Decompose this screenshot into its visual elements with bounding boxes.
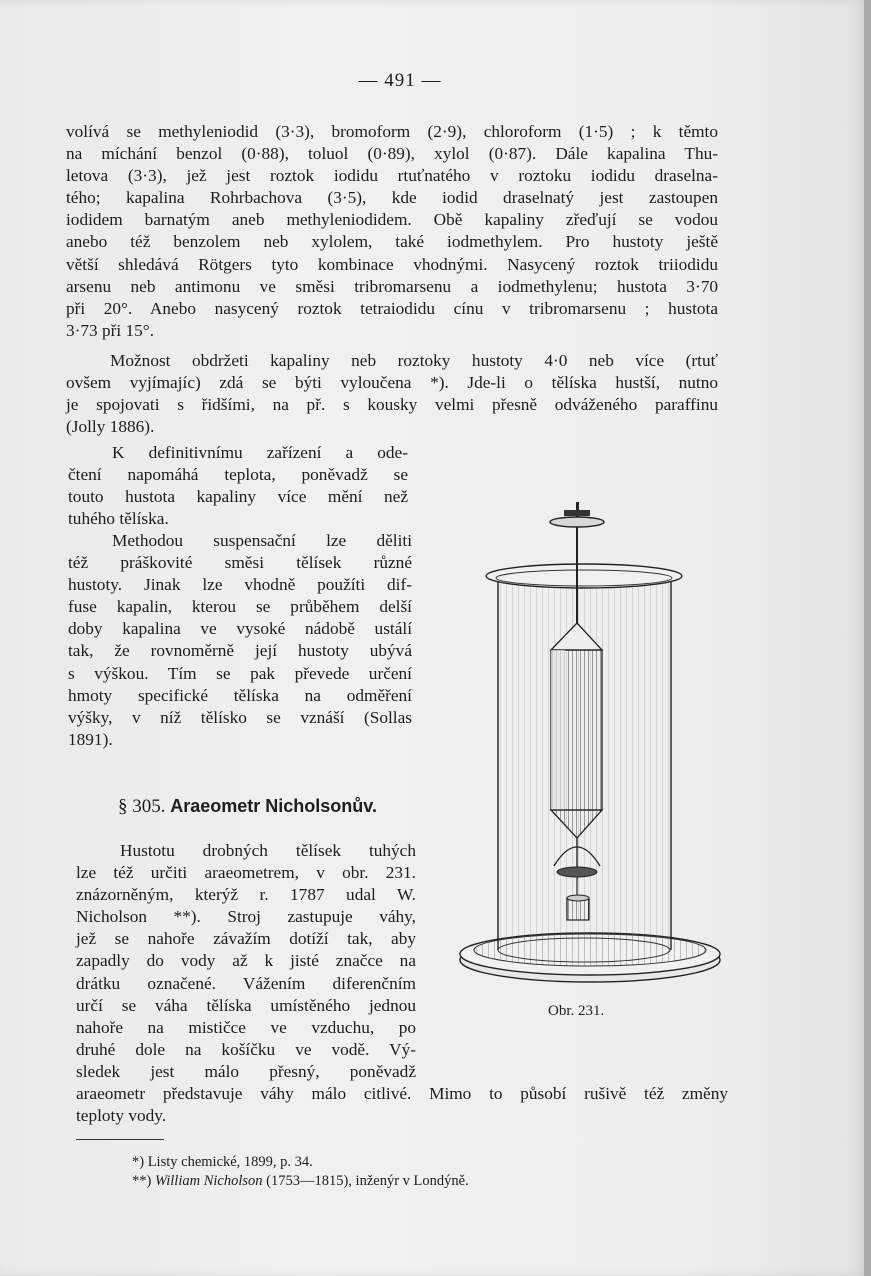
page-number: — 491 — [358,70,442,91]
text-line: též práškovité směsi tělísek různé [68,553,412,573]
section-heading [118,796,377,818]
text-line: araeometr představuje váhy málo citlivé. Mimo to působí rušivě též změny [76,1084,728,1103]
text-line: (Jolly 1886). [66,417,155,437]
text-line: letova (3·3), jež jest roztok iodidu rtuťnatého v roztoku iodidu draselna- [66,166,718,186]
footnote-2-name: William Nicholson [154,1173,263,1189]
text-line: fuse kapalin, kterou se průběhem delší [68,597,412,617]
figure-caption: Obr. 231. [548,1003,605,1019]
text-line: 1891). [68,729,113,749]
footnote-2-text: (1753—1815), inženýr v Londýně. [266,1173,469,1189]
float-body [551,623,602,838]
text-line: lze též určiti araeometrem, v obr. 231. [76,863,416,883]
text-line: zapadly do vody až k jisté značce na [76,951,416,971]
text-line: tuhého tělíska. [68,509,169,529]
text-line: Hustotu drobných tělísek tuhých [120,841,416,860]
text-line: hmoty specifické tělíska na odměření [68,685,412,705]
text-line: doby kapalina ve vysoké nádobě ustálí [68,619,412,639]
text-line: při 20°. Anebo nasycený roztok tetraiodidu cínu v tribromarsenu ; hustota [66,298,718,318]
text-line: anebo též benzolem neb xylolem, také iodmethylem. Pro hustoty ještě [66,232,718,252]
text-line: teploty vody. [76,1106,167,1126]
text-line: arsenu neb antimonu ve směsi tribromarsenu a iodmethylenu; hustota 3·70 [66,276,718,296]
text-line: tak, že rovnoměrně její hustoty ubývá [68,641,412,661]
text-line: iodidem barnatým aneb methyleniodidem. Obě kapaliny zřeďují se vodou [66,210,718,230]
paragraph-1 [66,121,718,342]
footnote-2-mark: **) [132,1173,152,1189]
text-line: drátku označené. Vážením diferenčním [76,973,416,993]
text-line: větší shledává Rötgers tyto kombinace vhodnými. Nasycený roztok triiodidu [66,254,718,274]
text-line: Methodou suspensační lze děliti [112,531,412,550]
footnote-2 [132,1173,469,1190]
text-line: touto hustota kapaliny více mění než [68,487,408,507]
text-line: je spojovati s řidšími, na př. s kousky velmi přesně odváženého paraffinu [66,395,718,415]
text-line: jež se nahoře závažím dotíží tak, aby [76,929,416,949]
footnote-1: *) Listy chemické, 1899, p. 34. [132,1154,313,1170]
text-line: na míchání benzol (0·88), toluol (0·89), xylol (0·87). Dále kapalina Thu- [66,144,718,164]
text-line: čtení napomáhá teplota, poněvadž se [68,465,408,485]
text-line: Nicholson **). Stroj zastupuje váhy, [76,907,416,927]
text-line: druhé dole na košíčku ve vodě. Vý- [76,1039,416,1059]
footnote-separator [76,1139,164,1140]
text-line: Možnost obdržeti kapaliny neb roztoky hustoty 4·0 neb více (rtuť [110,351,718,370]
text-line: nahoře na mističce ve vzduchu, po [76,1017,416,1037]
paragraph-5 [76,840,416,1083]
text-line: tého; kapalina Rohrbachova (3·5), kde iodid draselnatý jest zastoupen [66,188,718,208]
paragraph-4 [68,530,412,751]
text-line: znázorněným, kterýž r. 1787 udal W. [76,885,416,905]
text-line: výšky, v níž tělísko se vznáší (Sollas [68,707,412,727]
text-line: sledek jest málo přesný, poněvadž [76,1061,416,1081]
text-line: K definitivnímu zařízení a ode- [112,443,408,462]
page-edge [864,0,871,1276]
text-line: určí se váha tělíska umístěného jednou [76,995,416,1015]
araeometer-illustration [452,498,727,993]
section-title: Araeometr Nicholsonův. [170,796,377,816]
text-line: ovšem vyjímajíc) zdá se býti vyloučena *). Jde-li o tělíska hustší, nutno [66,373,718,393]
text-line: volívá se methyleniodid (3·3), bromoform (2·9), chloroform (1·5) ; k těmto [66,122,718,141]
paragraph-5-end [76,1083,728,1127]
text-line: 3·73 při 15°. [66,320,155,340]
paragraph-2 [66,350,718,438]
paragraph-3 [68,442,408,530]
section-number: § 305. [118,796,166,817]
text-line: hustoty. Jinak lze vhodně použíti dif- [68,575,412,595]
text-line: s výškou. Tím se pak převede určení [68,663,412,683]
